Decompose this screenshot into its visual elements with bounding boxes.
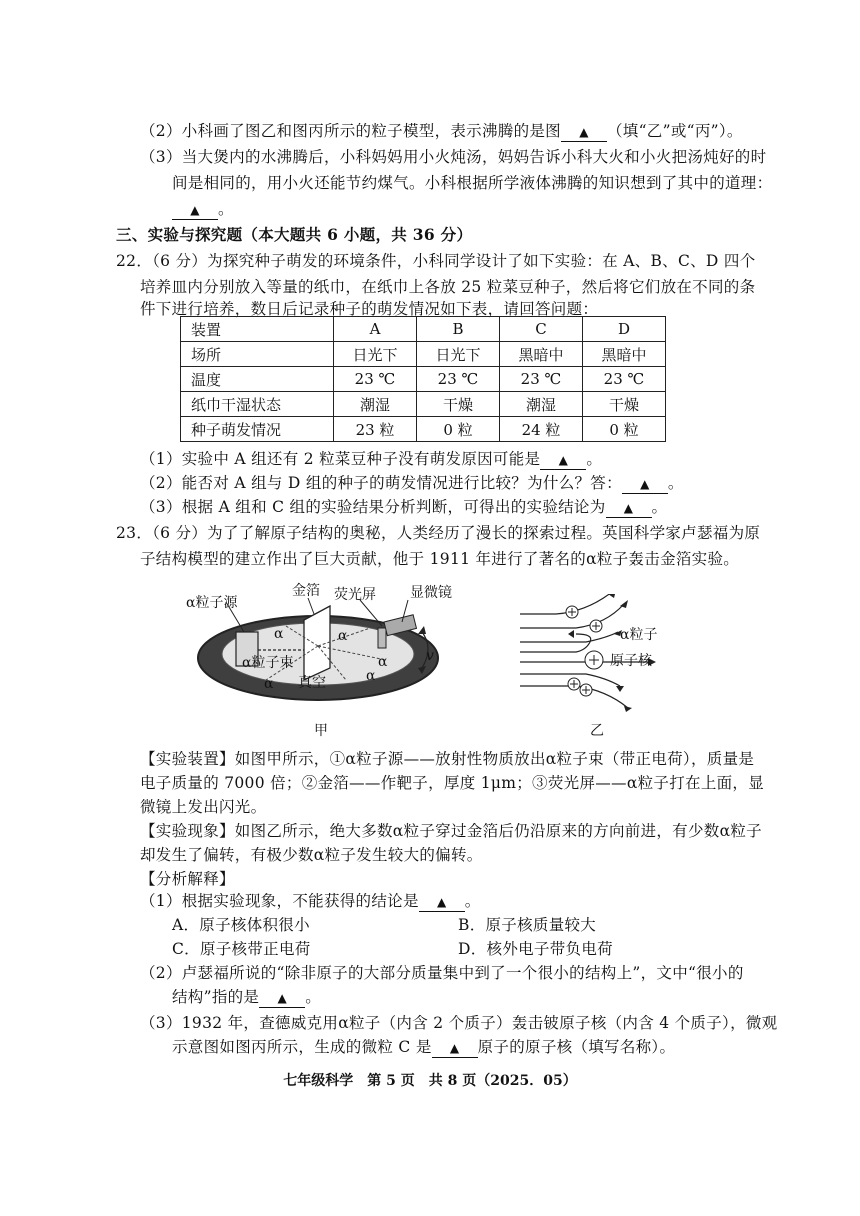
option-a[interactable]: A．原子核体积很小	[172, 916, 310, 934]
table-cell: 24 粒	[500, 417, 583, 442]
q23-2-line-a: （2）卢瑟福所说的“除非原子的大部分质量集中到了一个很小的结构上”，文中“很小的	[140, 964, 744, 982]
seed-germination-table	[180, 316, 666, 442]
answer-blank[interactable]: ▲	[540, 450, 586, 470]
table-row	[181, 417, 666, 442]
label-vacuum: 真空	[298, 675, 326, 691]
table-cell: 23 ℃	[500, 367, 583, 392]
table-cell: 23 ℃	[417, 367, 500, 392]
q23-stem-a: 23．（6 分）为了了解原子结构的奥秘，人类经历了漫长的探索过程。英国科学家卢瑟福为原	[116, 524, 761, 542]
label-alpha: α	[264, 676, 274, 692]
table-header-cell: A	[334, 317, 417, 342]
q23-1-line: （1）根据实验现象，不能获得的结论是 ▲ 。	[140, 892, 481, 910]
label-alpha: α	[378, 654, 388, 670]
table-row	[181, 367, 666, 392]
label-alpha-particle: α粒子	[620, 627, 658, 643]
answer-blank[interactable]: ▲	[606, 498, 652, 518]
table-cell: 场所	[181, 342, 334, 367]
label-alpha-source: α粒子源	[186, 595, 238, 611]
table-cell: 纸巾干湿状态	[181, 392, 334, 417]
table-cell: 日光下	[417, 342, 500, 367]
table-cell: 23 粒	[334, 417, 417, 442]
option-b[interactable]: B．原子核质量较大	[458, 916, 597, 934]
label-alpha: α	[274, 626, 284, 642]
table-header-cell: 装置	[181, 317, 334, 342]
table-cell: 23 ℃	[583, 367, 666, 392]
q21-3-line-a: （3）当大煲内的水沸腾后，小科妈妈用小火炖汤，妈妈告诉小科大火和小火把汤炖好的时	[140, 148, 767, 166]
table-cell: 日光下	[334, 342, 417, 367]
figure-caption-jia: 甲	[314, 723, 328, 739]
q22-stem-a: 22．（6 分）为探究种子萌发的环境条件，小科同学设计了如下实验：在 A、B、C、D 四个	[116, 252, 756, 270]
q22-stem-c: 件下进行培养，数日后记录种子的萌发情况如下表，请回答问题：	[140, 300, 599, 318]
q23-2-line-b: 结构”指的是 ▲ 。	[172, 988, 322, 1006]
table-header-cell: D	[583, 317, 666, 342]
figure-caption-yi: 乙	[590, 723, 604, 739]
q22-2-line: （2）能否对 A 组与 D 组的种子的萌发情况进行比较？为什么？答： ▲ 。	[140, 474, 684, 492]
table-cell: 干燥	[417, 392, 500, 417]
q22-1-line: （1）实验中 A 组还有 2 粒菜豆种子没有萌发原因可能是 ▲ 。	[140, 450, 603, 468]
label-alpha: α	[338, 628, 348, 644]
table-header-row	[181, 317, 666, 342]
option-d[interactable]: D．核外电子带负电荷	[458, 940, 613, 958]
table-cell: 干燥	[583, 392, 666, 417]
table-cell: 0 粒	[417, 417, 500, 442]
label-microscope: 显微镜	[410, 585, 452, 601]
table-cell: 温度	[181, 367, 334, 392]
device-desc-c: 微镜上发出闪光。	[140, 798, 267, 816]
table-header-cell: B	[417, 317, 500, 342]
table-header-cell: C	[500, 317, 583, 342]
label-nucleus: 原子核	[610, 653, 652, 669]
label-v: v	[426, 648, 434, 664]
page-footer: 七年级科学 第 5 页 共 8 页（2025．05）	[283, 1073, 577, 1089]
q23-3-line-b: 示意图如图丙所示，生成的微粒 C 是 ▲ 原子的原子核（填写名称）。	[172, 1038, 676, 1056]
phenomenon-b: 却发生了偏转，有极少数α粒子发生较大的偏转。	[140, 846, 483, 864]
analysis-heading: 【分析解释】	[140, 870, 235, 888]
table-cell: 黑暗中	[500, 342, 583, 367]
q23-3-line-a: （3）1932 年，查德威克用α粒子（内含 2 个质子）轰击铍原子核（内含 4 个质子），微观	[140, 1014, 778, 1032]
q21-3-line-c: ▲ 。	[172, 198, 234, 220]
label-gold-foil: 金箔	[292, 583, 320, 599]
option-c[interactable]: C．原子核带正电荷	[172, 940, 311, 958]
answer-blank[interactable]: ▲	[419, 892, 465, 912]
answer-blank[interactable]: ▲	[622, 474, 668, 494]
q21-3-line-b: 间是相同的，用小火还能节约煤气。小科根据所学液体沸腾的知识想到了其中的道理：	[172, 174, 773, 192]
device-desc-b: 电子质量的 7000 倍；②金箔——作靶子，厚度 1μm；③荧光屏——α粒子打在上面，显	[140, 774, 765, 792]
table-cell: 黑暗中	[583, 342, 666, 367]
answer-blank[interactable]: ▲	[561, 122, 607, 142]
q23-stem-b: 子结构模型的建立作出了巨大贡献，他于 1911 年进行了著名的α粒子轰击金箔实验。	[140, 550, 740, 568]
table-cell: 潮湿	[500, 392, 583, 417]
phenomenon-a: 【实验现象】如图乙所示，绝大多数α粒子穿过金箔后仍沿原来的方向前进，有少数α粒子	[140, 822, 762, 840]
table-row	[181, 342, 666, 367]
answer-blank[interactable]: ▲	[259, 988, 305, 1008]
q21-2-line: （2）小科画了图乙和图丙所示的粒子模型，表示沸腾的是图 ▲ （填“乙”或“丙”）。	[140, 122, 743, 140]
q22-stem-b: 培养皿内分别放入等量的纸巾，在纸巾上各放 25 粒菜豆种子，然后将它们放在不同的条	[140, 278, 756, 296]
table-cell: 23 ℃	[334, 367, 417, 392]
table-cell: 0 粒	[583, 417, 666, 442]
q22-3-line: （3）根据 A 组和 C 组的实验结果分析判断，可得出的实验结论为 ▲ 。	[140, 498, 668, 516]
section-heading: 三、实验与探究题（本大题共 6 小题，共 36 分）	[116, 225, 473, 244]
label-alpha: α	[366, 668, 376, 684]
device-desc-a: 【实验装置】如图甲所示，①α粒子源——放射性物质放出α粒子束（带正电荷），质量是	[140, 750, 755, 768]
table-cell: 种子萌发情况	[181, 417, 334, 442]
table-cell: 潮湿	[334, 392, 417, 417]
answer-blank[interactable]: ▲	[172, 200, 218, 220]
answer-blank[interactable]: ▲	[432, 1038, 478, 1058]
label-screen: 荧光屏	[334, 587, 376, 603]
label-alpha-beam: α粒子束	[242, 655, 294, 671]
table-row	[181, 392, 666, 417]
